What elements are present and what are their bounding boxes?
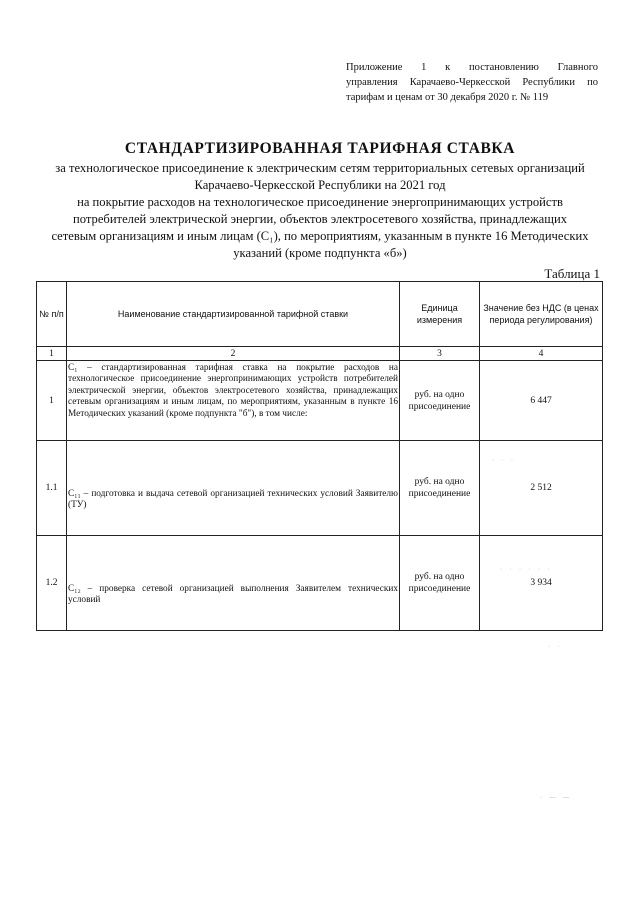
row-number: 1.2 — [37, 536, 67, 631]
appendix-line: Приложение 1 к постановлению Главного — [346, 62, 598, 73]
column-number-row — [37, 347, 603, 361]
document-subtitle — [36, 160, 604, 262]
row-value: 6 447 — [480, 361, 603, 441]
tariff-table — [36, 281, 603, 631]
row-number: 1 — [37, 361, 67, 441]
scan-noise: · — — — [540, 795, 572, 801]
column-number: 1 — [37, 347, 67, 361]
appendix-line: управления Карачаево-Черкесской Республики по — [346, 77, 598, 88]
header-num: № п/п — [37, 282, 67, 347]
header-name: Наименование стандартизированной тарифной ставки — [67, 282, 400, 347]
row-name: С₁₁ – подготовка и выдача сетевой организацией технических условий Заявителю (ТУ) — [67, 441, 400, 536]
subtitle-line: за технологическое присоединение к электрическим сетям территориальных сетевых организаций — [55, 161, 585, 175]
subtitle-line: указаний (кроме подпункта «б») — [233, 246, 407, 260]
row-value: 3 934 — [480, 536, 603, 631]
row-unit: руб. на одно присоединение — [400, 441, 480, 536]
column-number: 4 — [480, 347, 603, 361]
row-unit: руб. на одно присоединение — [400, 361, 480, 441]
table-row — [37, 441, 603, 536]
subtitle-line: Карачаево-Черкесской Республики на 2021 год — [194, 178, 446, 192]
subtitle-line: сетевым организациям и иным лицам (С₁), по мероприятиям, указанным в пункте 16 Методических — [51, 229, 589, 243]
column-number: 3 — [400, 347, 480, 361]
row-name: С₁ – стандартизированная тарифная ставка на покрытие расходов на технологическое присоединение энергопринимающих устройств потребителей электрической энергии, объектов электросетевого хозяйства, принадлежащих сетевым организациям и иным лицам, по мероприятиям, указанным в пункте 16 Методических указаний (кроме подпункта "б"), в том числе: — [67, 361, 400, 441]
row-name: С₁₂ – проверка сетевой организацией выполнения Заявителем технических условий — [67, 536, 400, 631]
scan-noise: · · · · · · — [500, 567, 553, 573]
table-row — [37, 536, 603, 631]
subtitle-line: потребителей электрической энергии, объектов электросетевого хозяйства, принадлежащих — [73, 212, 567, 226]
table-header-row — [37, 282, 603, 347]
document-title: СТАНДАРТИЗИРОВАННАЯ ТАРИФНАЯ СТАВКА — [124, 140, 516, 157]
row-number: 1.1 — [37, 441, 67, 536]
table-row — [37, 361, 603, 441]
row-value: 2 512 — [480, 441, 603, 536]
scan-noise: · · · — [492, 458, 516, 464]
appendix-note — [346, 60, 598, 105]
appendix-line: тарифам и ценам от 30 декабря 2020 г. № 119 — [346, 92, 549, 103]
scan-noise: · · — [548, 644, 563, 650]
table-label: Таблица 1 — [544, 266, 600, 281]
subtitle-line: на покрытие расходов на технологическое присоединение энергопринимающих устройств — [77, 195, 563, 209]
row-unit: руб. на одно присоединение — [400, 536, 480, 631]
column-number: 2 — [67, 347, 400, 361]
header-unit: Единица измерения — [400, 282, 480, 347]
header-value: Значение без НДС (в ценах периода регулирования) — [480, 282, 603, 347]
